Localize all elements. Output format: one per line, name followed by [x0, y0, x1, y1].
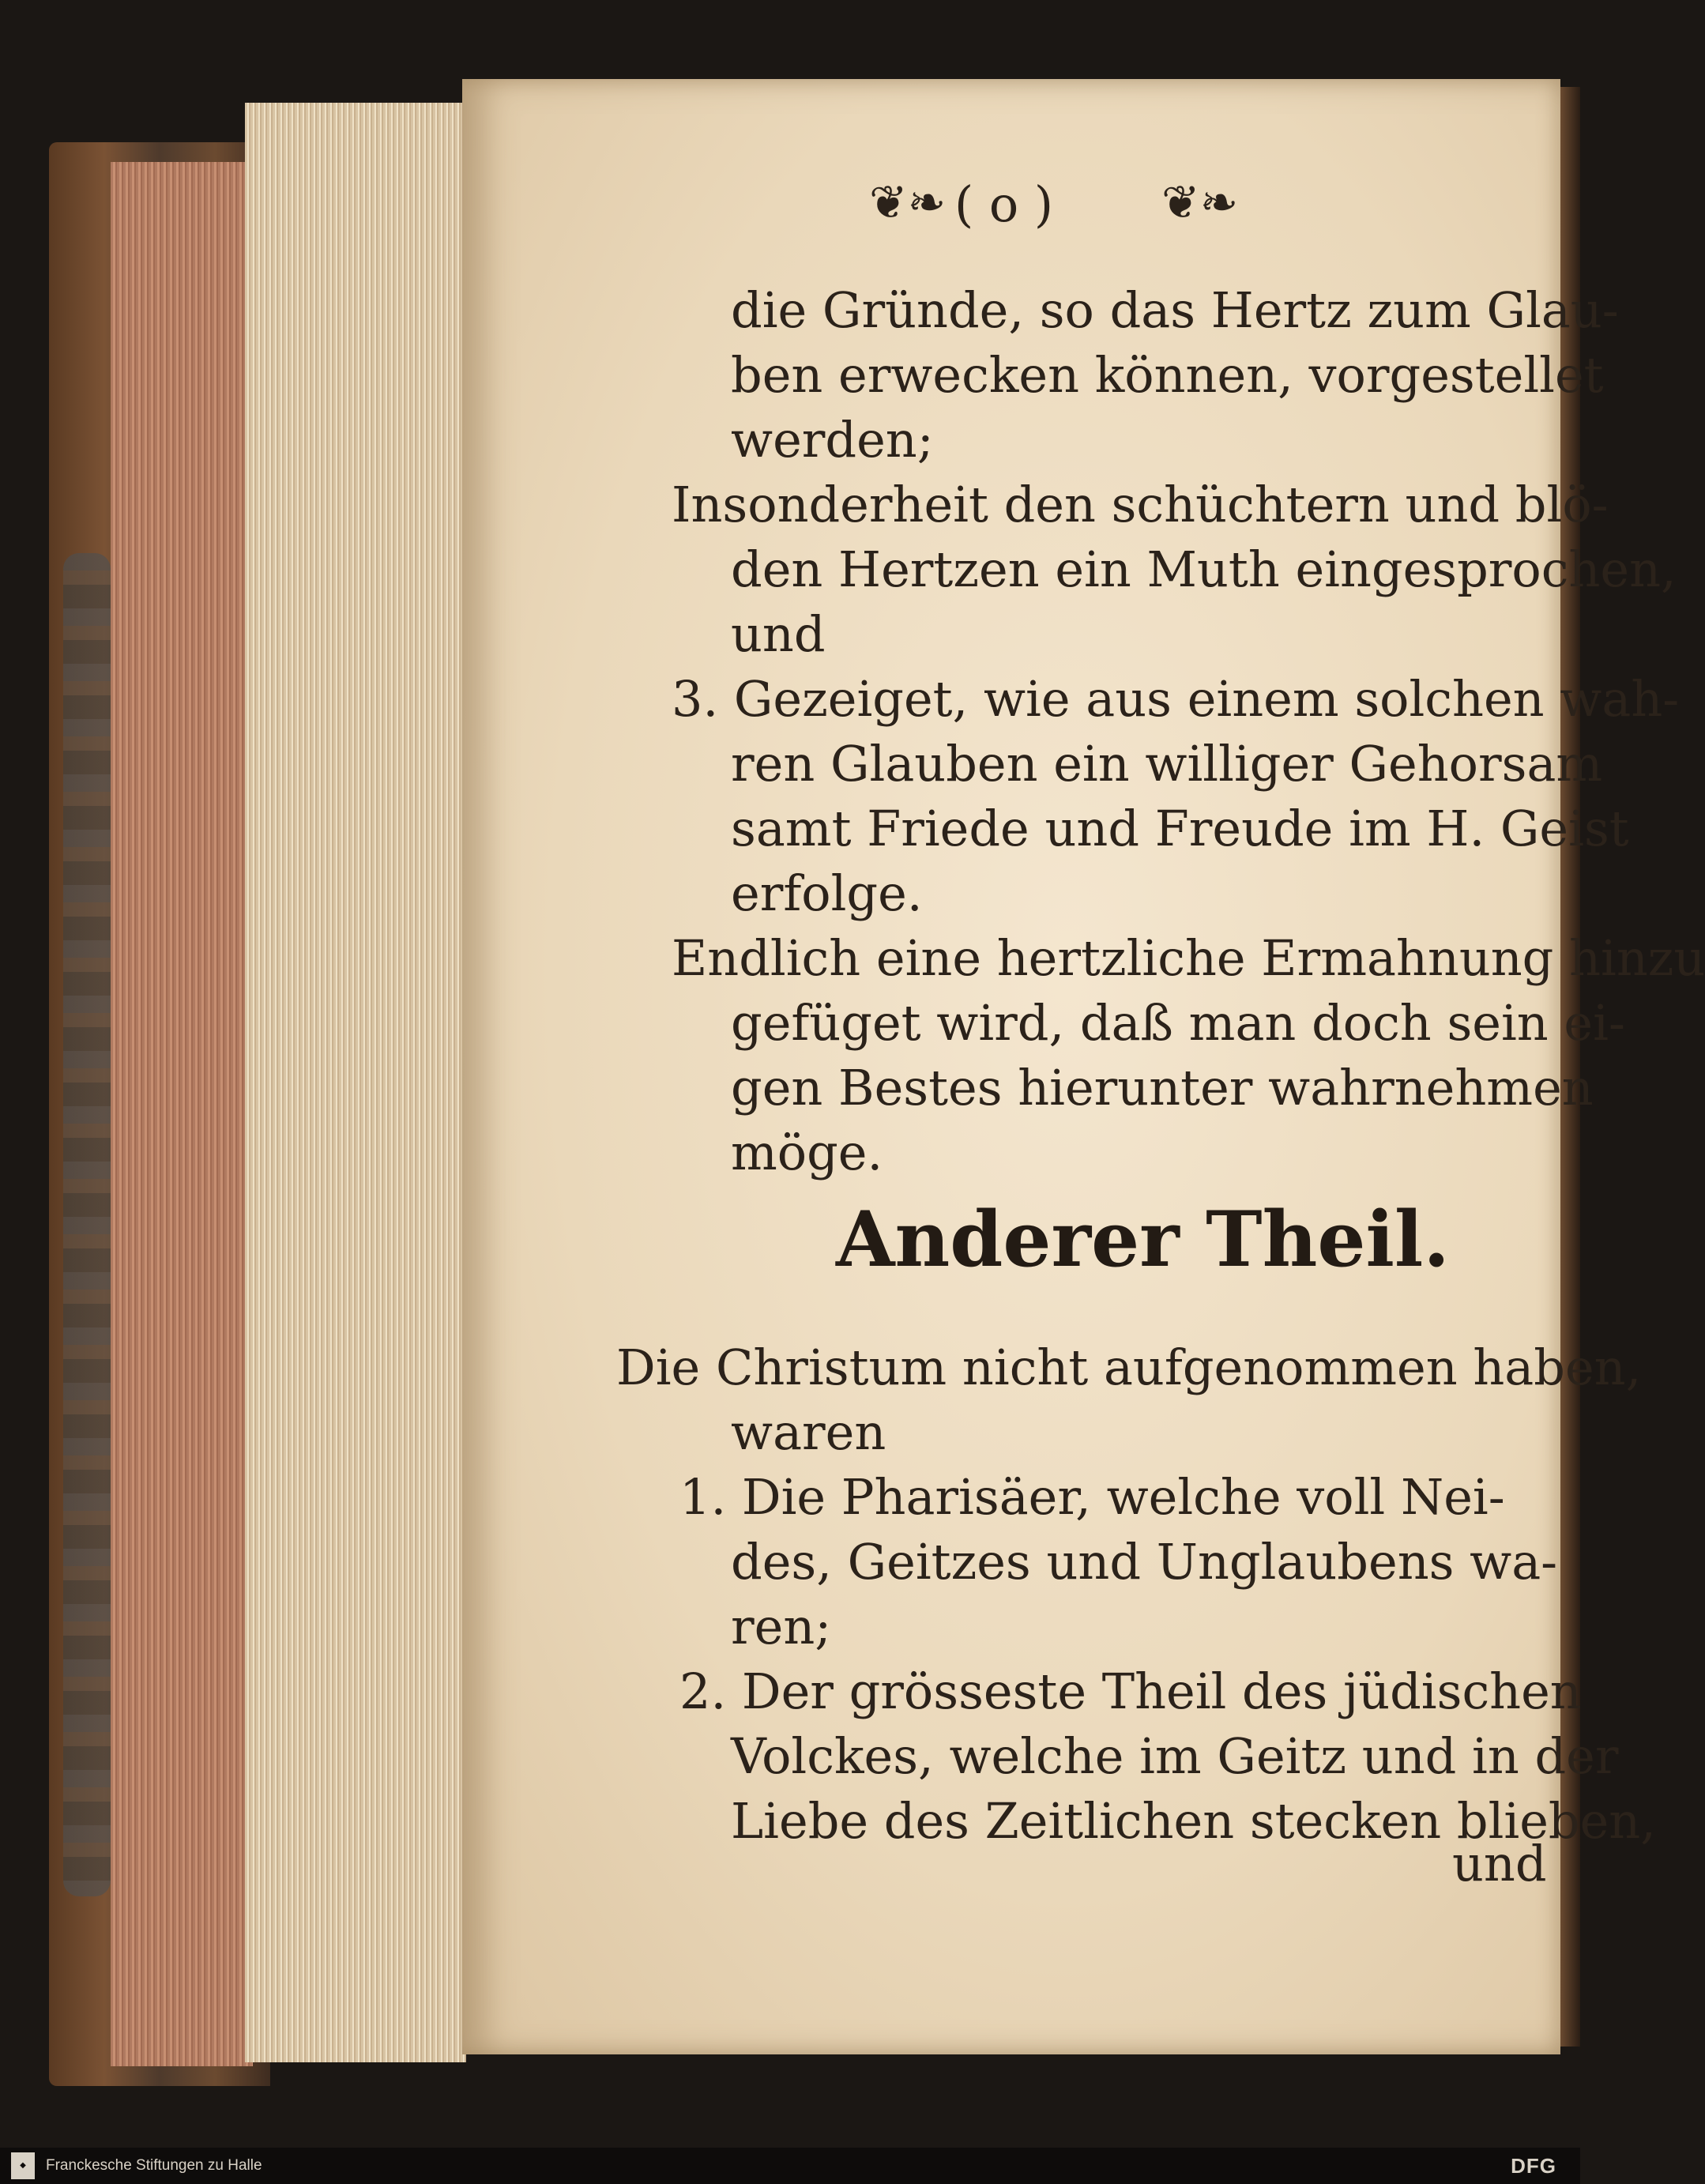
text-line: gefüget wird, daß man doch sein ei- — [731, 994, 1625, 1052]
text-line: erfolge. — [731, 864, 923, 922]
header-ornament-right: ❦❧ — [1161, 175, 1239, 229]
page-number: ( o ) — [954, 175, 1054, 233]
text-line: Liebe des Zeitlichen stecken blieben, — [731, 1792, 1656, 1850]
text-line: werden; — [731, 411, 934, 469]
text-line: 2. Der grösseste Theil des jüdischen — [679, 1662, 1582, 1720]
text-line: den Hertzen ein Muth eingesprochen, — [731, 540, 1677, 598]
text-line: gen Bestes hierunter wahrnehmen — [731, 1059, 1594, 1116]
text-line: ren; — [731, 1598, 832, 1655]
page-edges-left — [111, 162, 253, 2066]
text-line: ben erwecken können, vorgestellet — [731, 346, 1604, 404]
text-line: Insonderheit den schüchtern und blö- — [672, 476, 1609, 533]
section-heading: Anderer Theil. — [836, 1195, 1450, 1284]
institution-name: Franckesche Stiftungen zu Halle — [46, 2157, 262, 2174]
cover-texture — [63, 553, 111, 1896]
funder-logo: DFG — [1511, 2154, 1556, 2178]
page-edges — [245, 103, 466, 2062]
text-line: Volckes, welche im Geitz und in der — [731, 1727, 1619, 1785]
text-line: und — [731, 605, 826, 663]
footer-bar — [0, 2148, 1580, 2184]
text-line: ren Glauben ein williger Gehorsam — [731, 735, 1603, 793]
text-line: 3. Gezeiget, wie aus einem solchen wah- — [672, 670, 1680, 728]
text-line: möge. — [731, 1124, 883, 1181]
text-line: waren — [731, 1403, 886, 1461]
institution-logo-icon: ◆ — [11, 2152, 35, 2179]
text-line: die Gründe, so das Hertz zum Glau- — [731, 281, 1619, 339]
text-line: Die Christum nicht aufgenommen haben, — [616, 1339, 1642, 1396]
text-line: samt Friede und Freude im H. Geist — [731, 800, 1629, 857]
text-line: 1. Die Pharisäer, welche voll Nei- — [679, 1468, 1505, 1526]
text-line: des, Geitzes und Unglaubens wa- — [731, 1533, 1558, 1591]
text-line: Endlich eine hertzliche Ermahnung hinzu — [672, 929, 1705, 987]
catchword: und — [1452, 1835, 1547, 1892]
header-ornament-left: ❦❧ — [869, 175, 947, 229]
